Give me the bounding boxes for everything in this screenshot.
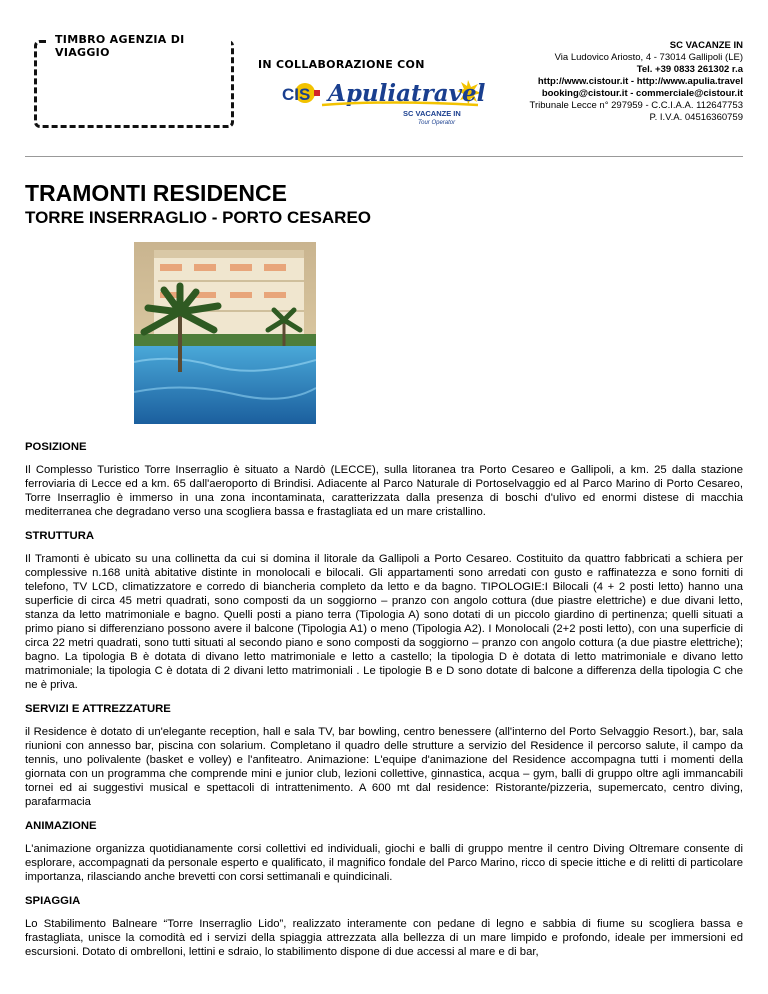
- company-name: SC VACANZE IN: [669, 40, 743, 51]
- residence-photo: [134, 242, 316, 424]
- stamp-label: TIMBRO AGENZIA DI VIAGGIO: [49, 33, 231, 59]
- section-heading: SPIAGGIA: [25, 895, 81, 907]
- cis-accent-icon: [314, 90, 320, 96]
- company-web: http://www.cistour.it - http://www.apulia.travel: [537, 76, 743, 87]
- section-posizione: [25, 440, 743, 519]
- section-spiaggia: [25, 894, 743, 959]
- collaboration-label: IN COLLABORAZIONE CON: [258, 58, 425, 71]
- page-title: TRAMONTI RESIDENCE: [25, 180, 287, 206]
- section-servizi: [25, 702, 743, 809]
- content-area: [25, 440, 743, 969]
- company-vat: P. I.V.A. 04516360759: [649, 112, 743, 123]
- section-heading: ANIMAZIONE: [25, 820, 97, 832]
- company-registry: Tribunale Lecce n° 297959 - C.C.I.A.A. 112647753: [529, 100, 743, 111]
- tour-operator-text: Tour Operator: [418, 120, 456, 126]
- section-body: L'animazione organizza quotidianamente corsi collettivi ed individuali, giochi e balli di gruppo mentre il centro Diving Oltremare consente di esplorare, accompagnati da personale esperto e qualificato, il magnifico fondale del Parco Marino, ricco di specie ittiche e di relitti di particolare importanza, rilasciando anche brevetti con corsi settimanali e quindicinali.: [25, 843, 743, 883]
- section-animazione: [25, 819, 743, 884]
- section-heading: POSIZIONE: [25, 441, 87, 453]
- header-divider: [25, 156, 743, 157]
- company-info: [443, 40, 743, 124]
- cis-logo: [282, 83, 320, 104]
- section-body: il Residence è dotato di un'elegante reception, hall e sala TV, bar bowling, centro benessere (all'interno del Porto Selvaggio Resort.), bar, sala riunioni con annesso bar, piscina con solarium. Completano il quadro delle strutture a servizio del Residence il percorso salute, il campo da tennis, uno polivalente (basket e volley) e l'anfiteatro. Animazione: L'equipe d'animazione del Residence accompagna tutti i momenti della giornata con un programma che comprende mini e junior club, lezioni collettive, ginnastica, acqua – gym, balli di gruppo oltre agli immancabili tornei ed ai suggestivi musical e spettacoli di intrattenimento. A 600 mt dal residence: Ristorante/pizzeria, supemercato, centro diving, parafarmacia: [25, 726, 743, 808]
- section-heading: SERVIZI E ATTREZZATURE: [25, 703, 171, 715]
- section-heading: STRUTTURA: [25, 530, 95, 542]
- section-body: Il Complesso Turistico Torre Inserraglio è situato a Nardò (LECCE), sulla litoranea tra Porto Cesareo e Gallipoli, a km. 25 dalla stazione ferroviaria di Lecce ed a km. 65 dall'aeroporto di Brindisi. Adiacente al Parco Naturale di Portoselvaggio ed al Parco Marino di Porto Cesareo, Torre Inserraglio è immerso in una zona incontaminata, caratterizzata dalla presenza di boschi d'ulivo ed enormi distese di macchia mediterranea che degradano verso una scogliera bassa e frastagliata ed un mare cristallino.: [25, 464, 743, 518]
- cis-logo-text: CIS: [282, 85, 311, 104]
- company-address: Via Ludovico Ariosto, 4 - 73014 Gallipoli (LE): [554, 52, 743, 63]
- page-subtitle: TORRE INSERRAGLIO - PORTO CESAREO: [25, 208, 372, 227]
- sc-vacanze-logo-text: SC VACANZE IN: [403, 109, 461, 118]
- agency-stamp-box: [34, 33, 234, 128]
- section-body: Lo Stabilimento Balneare “Torre Inserraglio Lido”, realizzato interamente con pedane di legno e sabbia di fiume su scogliera bassa e frastagliata, unisce la comodità ed i servizi della spiaggia attrezzata alla bellezza di un mare limpido e profondo, ideale per immersioni ed escursioni. Dotato di ombrelloni, lettini e sdraio, lo stabilimento dispone di due accessi al mare e di bar,: [25, 918, 743, 958]
- apulia-logo-text: Apuliatravel: [328, 80, 486, 107]
- company-tel: Tel. +39 0833 261302 r.a: [636, 64, 743, 75]
- company-email: booking@cistour.it - commerciale@cistour.it: [541, 88, 743, 99]
- section-struttura: [25, 529, 743, 692]
- section-body: Il Tramonti è ubicato su una collinetta da cui si domina il litorale da Gallipoli a Porto Cesareo. Costituito da quattro fabbricati a schiera per complessive n.168 unità abitative distinte in monolocali e bilocali. Gli appartamenti sono arredati con gusto e raffinatezza e sono forniti di telefono, TV LCD, climatizzatore e corredo di biancheria completo da letto e da bagno. TIPOLOGIE:I Bilocali (4 + 2 posti letto) hanno una superficie di circa 45 metri quadrati, sono composti da un soggiorno – pranzo con angolo cottura (due piastre elettriche) e due divani letto, stanza da letto matrimoniale e bagno. Quelli posti a piano terra (Tipologia A) sono dotati di un piccolo giardino di pertinenza; quelli situati a primo piano si differenziano possono avere il balcone (Tipologia A1) o meno (Tipologia A2). I Monolocali (2+2 posti letto), con una superficie di circa 22 metri quadrati, sono tutti situati al secondo piano e sono composti da soggiorno – pranzo con angolo cottura (a due piastre elettriche); bagno. La tipologia B è dotata di divano letto matrimoniale e letto a castello; la tipologia D è dotata di letto matrimoniale e divano letto matrimoniale; la tipologia C è dotata di 2 divani letto matrimoniali . Le tipologie B e D sono dotate di balcone a differenza della tipologia C che ne è priva.: [25, 553, 743, 691]
